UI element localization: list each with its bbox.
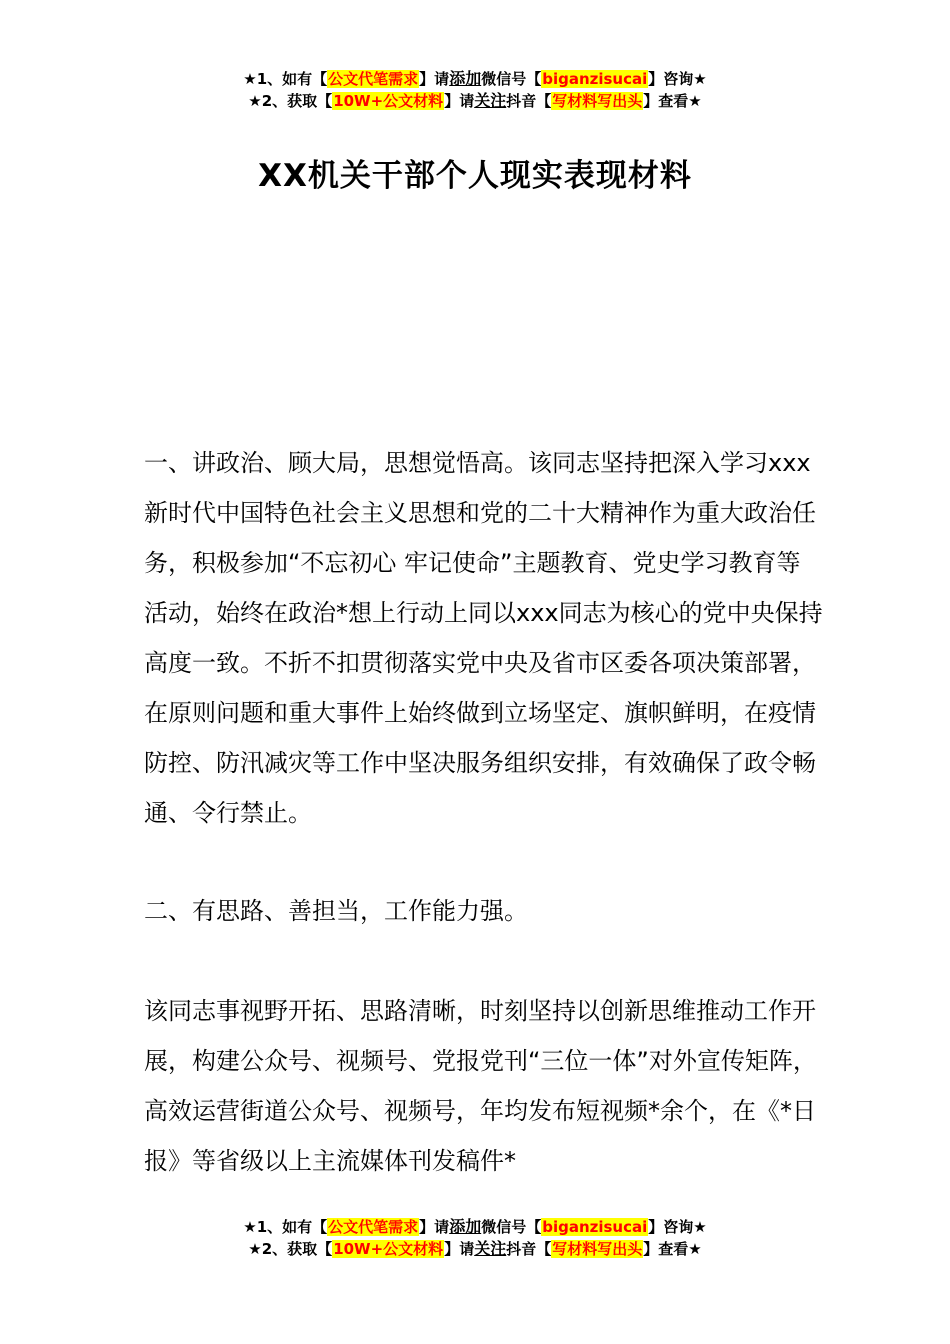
banner-text: ★2、获取【 [248, 1240, 333, 1258]
banner-text: 】请 [419, 1218, 450, 1236]
highlight-service: 公文代笔需求 [328, 1218, 419, 1236]
highlight-douyin-id: 写材料写出头 [552, 92, 643, 110]
highlight-materials: 10W+公文材料 [333, 1240, 444, 1258]
bottom-banner [0, 1216, 950, 1260]
banner-text: 抖音【 [506, 92, 552, 110]
banner-text: 】请 [419, 70, 450, 88]
banner-line-2 [0, 1238, 950, 1260]
highlight-douyin-id: 写材料写出头 [552, 1240, 643, 1258]
paragraph-ability: 该同志事视野开拓、思路清晰，时刻坚持以创新思维推动工作开展，构建公众号、视频号、党报党刊“三位一体”对外宣传矩阵，高效运营街道公众号、视频号，年均发布短视频*余个，在《*日报》等省级以上主流媒体刊发稿件* [144, 997, 817, 1175]
highlight-wechat-id: biganzisucai [542, 70, 648, 88]
banner-line-2 [0, 90, 950, 112]
banner-text: 微信号【 [481, 1218, 542, 1236]
banner-text: 抖音【 [506, 1240, 552, 1258]
banner-text: 】查看★ [643, 1240, 702, 1258]
banner-text: 】请 [444, 1240, 475, 1258]
banner-text: ★2、获取【 [248, 92, 333, 110]
banner-emphasis: 关注 [474, 91, 507, 110]
banner-line-1 [0, 68, 950, 90]
highlight-materials: 10W+公文材料 [333, 92, 444, 110]
banner-line-1 [0, 1216, 950, 1238]
highlight-wechat-id: biganzisucai [542, 1218, 648, 1236]
paragraph-politics: 一、讲政治、顾大局，思想觉悟高。该同志坚持把深入学习xxx新时代中国特色社会主义思想和党的二十大精神作为重大政治任务，积极参加“不忘初心 牢记使命”主题教育、党史学习教育等活动，始终在政治*想上行动上同以xxx同志为核心的党中央保持高度一致。不折不扣贯彻落实党中央及省市区委各项决策部署，在原则问题和重大事件上始终做到立场坚定、旗帜鲜明，在疫情防控、防汛减灾等工作中坚决服务组织安排，有效确保了政令畅通、令行禁止。 [144, 449, 823, 827]
banner-text: 】咨询★ [648, 70, 707, 88]
banner-emphasis: 添加 [449, 69, 482, 88]
top-banner [0, 68, 950, 112]
banner-text: 】查看★ [643, 92, 702, 110]
banner-emphasis: 添加 [449, 1217, 482, 1236]
paragraph-heading-ability: 二、有思路、善担当，工作能力强。 [144, 897, 528, 925]
document-title: XX机关干部个人现实表现材料 [258, 158, 692, 194]
banner-text: 】咨询★ [648, 1218, 707, 1236]
banner-text: 微信号【 [481, 70, 542, 88]
banner-emphasis: 关注 [474, 1239, 507, 1258]
banner-text: ★1、如有【 [243, 1218, 328, 1236]
banner-text: ★1、如有【 [243, 70, 328, 88]
highlight-service: 公文代笔需求 [328, 70, 419, 88]
banner-text: 】请 [444, 92, 475, 110]
